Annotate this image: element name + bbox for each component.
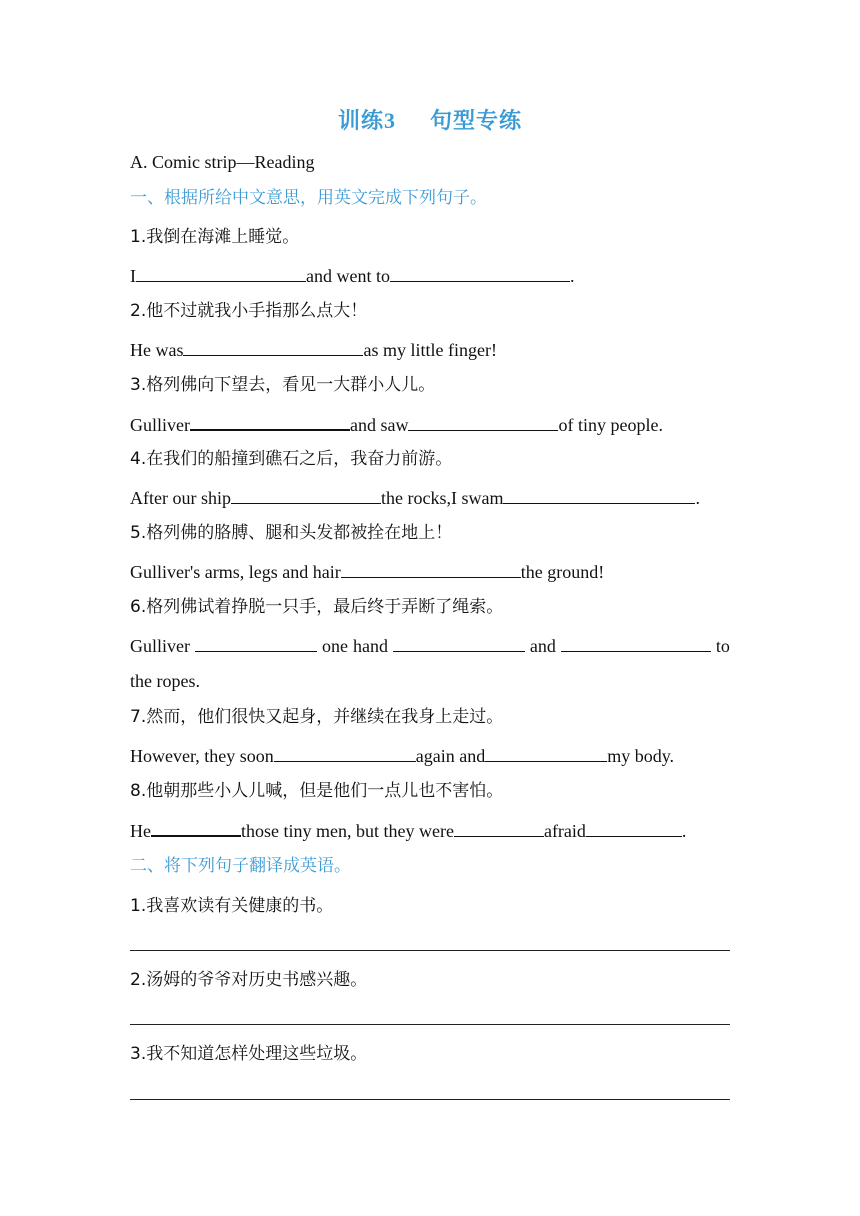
item-7-english: However, they soon again and my body. — [130, 743, 730, 768]
answer-line[interactable] — [130, 1099, 730, 1100]
section-a-heading: A. Comic strip—Reading — [130, 152, 315, 172]
answer-blank[interactable] — [190, 411, 350, 431]
answer-blank[interactable] — [485, 743, 607, 762]
item-8-english: He those tiny men, but they were afraid . — [130, 817, 730, 843]
answer-blank[interactable] — [393, 633, 525, 652]
translate-2: 2.汤姆的爷爷对历史书感兴趣。 — [130, 970, 368, 990]
item-6-english: Gulliver one hand and to — [130, 633, 730, 658]
item-6-english-cont: the ropes. — [130, 671, 200, 691]
translate-1: 1.我喜欢读有关健康的书。 — [130, 896, 334, 916]
answer-blank[interactable] — [274, 743, 416, 762]
item-1-chinese: 1.我倒在海滩上睡觉。 — [130, 227, 300, 247]
answer-blank[interactable] — [341, 559, 521, 578]
translate-3: 3.我不知道怎样处理这些垃圾。 — [130, 1044, 368, 1064]
answer-blank[interactable] — [136, 263, 306, 282]
item-5-english: Gulliver's arms, legs and hair the ground! — [130, 559, 730, 584]
answer-blank[interactable] — [561, 633, 711, 652]
answer-blank[interactable] — [586, 818, 682, 837]
answer-blank[interactable] — [454, 818, 544, 837]
item-5-chinese: 5.格列佛的胳膊、腿和头发都被拴在地上！ — [130, 523, 453, 543]
item-4-chinese: 4.在我们的船撞到礁石之后，我奋力前游。 — [130, 449, 453, 469]
answer-blank[interactable] — [408, 412, 558, 431]
item-2-chinese: 2.他不过就我小手指那么点大！ — [130, 301, 368, 321]
item-1-english: I and went to . — [130, 263, 730, 288]
item-8-chinese: 8.他朝那些小人儿喊，但是他们一点儿也不害怕。 — [130, 781, 504, 801]
title-part1: 训练3 — [337, 108, 396, 133]
answer-line[interactable] — [130, 950, 730, 951]
item-2-english: He was as my little finger! — [130, 337, 730, 362]
answer-blank[interactable] — [390, 263, 570, 282]
item-3-english: Gulliver and saw of tiny people. — [130, 411, 730, 437]
page-title — [0, 104, 860, 135]
part1-heading: 一、根据所给中文意思，用英文完成下列句子。 — [130, 188, 487, 208]
answer-blank[interactable] — [503, 485, 695, 504]
answer-line[interactable] — [130, 1024, 730, 1025]
item-3-chinese: 3.格列佛向下望去，看见一大群小人儿。 — [130, 375, 436, 395]
title-part2: 句型专练 — [430, 108, 523, 133]
answer-blank[interactable] — [183, 337, 363, 356]
answer-blank[interactable] — [195, 633, 317, 652]
part2-heading: 二、将下列句子翻译成英语。 — [130, 856, 351, 876]
item-7-chinese: 7.然而，他们很快又起身，并继续在我身上走过。 — [130, 707, 504, 727]
item-6-chinese: 6.格列佛试着挣脱一只手，最后终于弄断了绳索。 — [130, 597, 504, 617]
item-4-english: After our ship the rocks,I swam . — [130, 485, 730, 510]
answer-blank[interactable] — [231, 485, 381, 504]
answer-blank[interactable] — [151, 817, 241, 837]
